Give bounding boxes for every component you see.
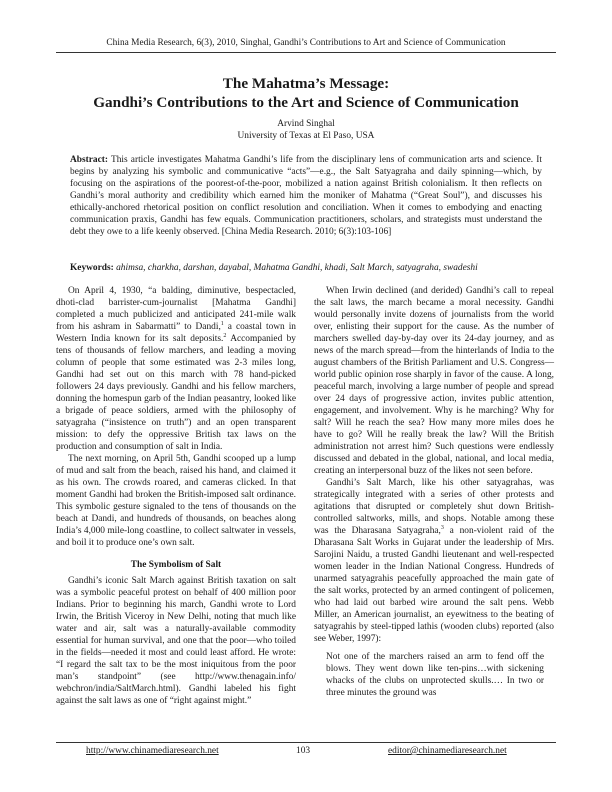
paragraph-text: a coastal town in Western India known for its salt deposits. [56,322,296,344]
paragraph [314,477,554,645]
paragraph: The next morning, on April 5th, Gandhi scooped up a lump of mud and salt from the beach, raised his hand, and claimed it as his own. The crowds roared, and cameras clicked. In that moment Gandhi had broken the British-imposed salt ordinance. This symbolic gesture signaled to the tens of thousands on the beach at Dandi, and hundreds of thousands, on beaches along India’s 4,000 mile-long coastline, to collect saltwater in vessels, and boil it to produce one’s own salt. [56,454,296,548]
left-column [56,285,296,707]
abstract-label: Abstract: [70,155,109,165]
paragraph: Gandhi’s iconic Salt March against British taxation on salt was a symbolic peaceful protest on behalf of 400 million poor Indians. Prior to beginning his march, Gandhi wrote to Lord Irwin, the British Viceroy in New Delhi, noting that much like water and air, salt was a naturally-available commodity essential for human survival, and one that the poor—who toiled in the fields—needed it most and could least afford. He wrote: “I regard the salt tax to be the most iniquitous from the poor man’s standpoint” (see http://www.thenagain.info/ webchron/india/SaltMarch.html). Gandhi labeled his fight against the salt laws as one of “right against might.” [56,576,296,706]
paragraph-text: Accompanied by tens of thousands of fellow marchers, and leading a moving column of people that some estimated was 2-3 miles long, Gandhi had set out on this march with 78 hand-picked followers 24 days previously. Gandhi and his fellow marchers, donning the homespun garb of the Indian peasantry, looked like a brigade of peace soldiers, armed with the philosophy of satyagraha (“insistence on truth”) and an open transparent mission: to defy the oppressive British tax laws on the production and consumption of salt in India. [56,334,296,452]
title-line-1: The Mahatma’s Message: [222,75,390,92]
author-affiliation: University of Texas at El Paso, USA [237,131,375,141]
paragraph-text: Gandhi’s Salt March, like his other satyagrahas, was strategically integrated with a series of other protests and agitations that disrupted or completely shut down British-controlled saltworks, mills, and shops. Notable among these was the Dharasana Satyagraha, [314,478,554,536]
title-line-2: Gandhi’s Contributions to the Art and Science of Communication [93,94,519,111]
header-rule [56,52,556,53]
keywords-text: ahimsa, charkha, darshan, dayabal, Mahatma Gandhi, khadi, Salt March, satyagraha, swadeshi [113,263,478,273]
paragraph: When Irwin declined (and derided) Gandhi’s call to repeal the salt laws, the march became a moral necessity. Gandhi would personally invite dozens of journalists from the world over, enlisting their support for the cause. As the number of marchers swelled day-by-day over its 24-day journey, and as news of the march spread—from the hinterlands of India to the august chambers of the British Parliament and U.S. Congress—world public opinion rose sharply in favor of the cause. A long, peaceful march, involving a large number of people and spread over 24 days of progressive action, invites public attention, engagement, and involvement. Why is he marching? Why for salt? Will he reach the sea? How many more miles does he have to go? Will he really break the law? Will the British administration not arrest him? Such questions were endlessly discussed and debated in the global, national, and local media, creating an interpersonal buzz of the likes not seen before. [314,286,554,476]
paragraph [56,285,296,453]
footnote-marker: 1 [220,320,224,327]
page-number: 103 [296,746,311,756]
right-column [314,285,554,699]
keywords-label: Keywords: [70,263,114,273]
footnote-marker: 2 [223,332,227,339]
editor-email-link[interactable]: editor@chinamediaresearch.net [388,746,507,756]
keywords [70,262,542,274]
article-title [56,74,556,112]
author-name: Arvind Singhal [277,119,335,129]
footer-rule [56,742,556,743]
author-block [56,118,556,142]
quote-text: Not one of the marchers raised an arm to fend off the blows. They went down like ten-pins…with sickening whacks of the clubs on unprotected skulls.… In two or three minutes the ground was [326,652,544,698]
paragraph-text: a non-violent raid of the Dharasana Salt Works in Gujarat under the leadership of Mrs. Sarojini Naidu, a trusted Gandhi lieutenant and well-respected women leader in the Indian National Congress. Hundreds of unarmed satyagrahis peacefully approached the main gate of the salt works, protected by an armed contingent of policemen, who had laid out barbed wire around the salt pens. Webb Miller, an American journalist, an eyewitness to the beating of satyagrahis by steel-tipped lathis (wooden clubs) reported (also see Weber, 1997): [314,526,554,644]
section-heading: The Symbolism of Salt [130,560,222,570]
abstract [70,154,542,238]
block-quote [314,651,554,699]
journal-website-link[interactable]: http://www.chinamediaresearch.net [86,746,219,756]
footnote-marker: 3 [440,524,444,531]
abstract-text: This article investigates Mahatma Gandhi’s life from the disciplinary lens of communication arts and science. It begins by analyzing his symbolic and communicative “acts”—e.g., the Salt Satyagraha and daily spinning—which, by focusing on the aspirations of the poorest-of-the-poor, mobilized a nation against British colonialism. It then reflects on Gandhi’s moral authority and credibility which earned him the moniker of Mahatma (“Great Soul”), and discusses his ethically-anchored rhetorical position on conflict resolution and conciliation. When it comes to embodying and enacting communication praxis, Gandhi has few equals. Communication practitioners, scholars, and strategists must understand the debt they owe to a life keenly observed. [China Media Research. 2010; 6(3):103-106] [70,155,542,237]
paragraph-text: On April 4, 1930, “a balding, diminutive, bespectacled, dhoti-clad barrister-cum-journalist [Mahatma Gandhi] completed a much publicized and anticipated 241-mile walk from his ashram in Sabarmatti” to Dandi, [56,286,296,332]
running-header: China Media Research, 6(3), 2010, Singhal, Gandhi’s Contributions to Art and Science of Communication [106,38,506,48]
